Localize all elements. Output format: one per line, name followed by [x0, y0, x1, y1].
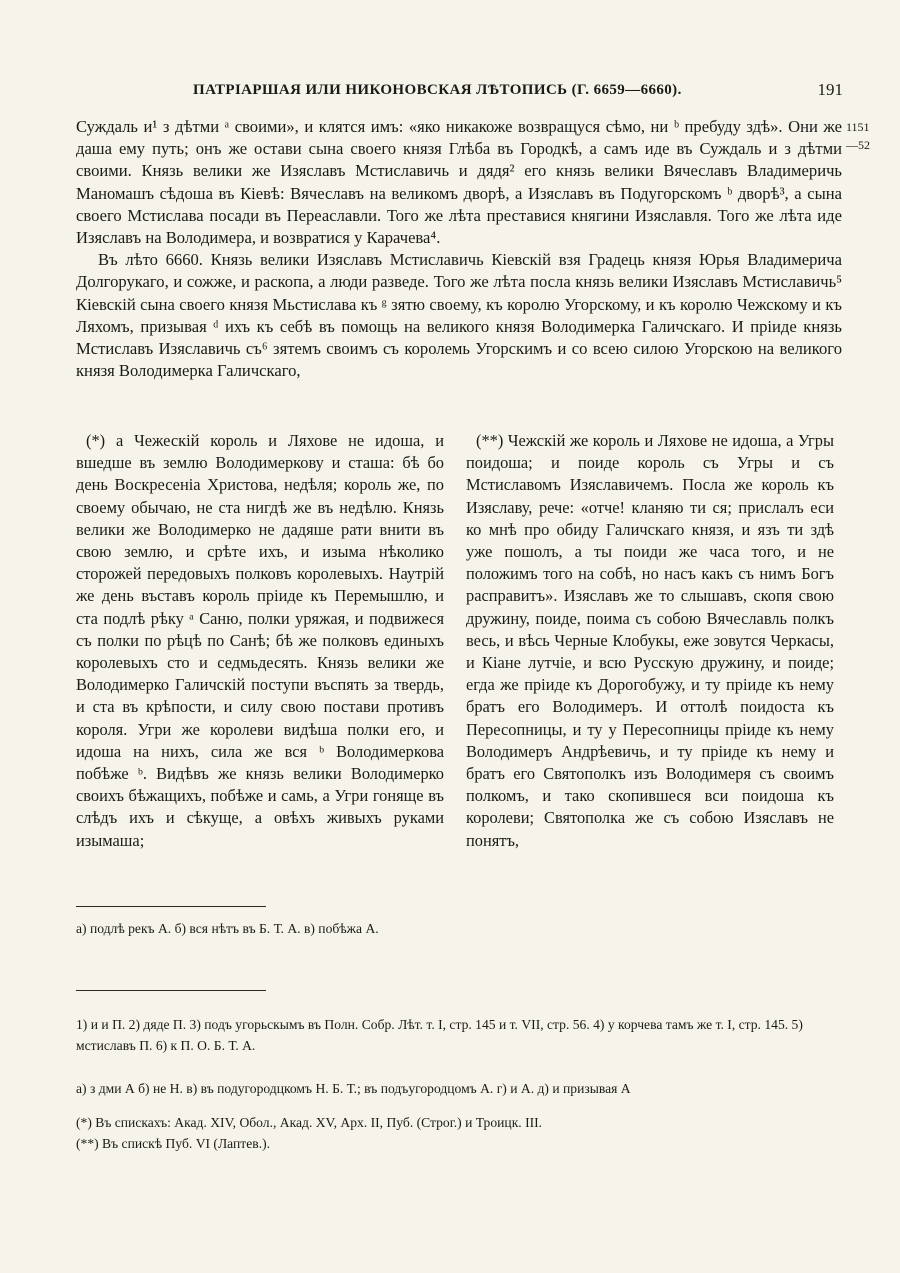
page-footnote-rule [76, 990, 266, 991]
page-number: 191 [817, 80, 843, 99]
column-footnotes-text: а) подлѣ рекъ А. б) вся нѣтъ въ Б. Т. А. в) побѣжа А. [76, 921, 379, 936]
numbered-footnotes [76, 1014, 846, 1056]
lettered-footnotes [76, 1078, 846, 1099]
column-footnotes [76, 918, 444, 939]
paragraph-2: Въ лѣто 6660. Князь велики Изяславъ Мстиславичь Кіевскій взя Градець князя Юрья Владимерича Долгорукаго, и сожже, и раскопа, а люди разведе. Того же лѣта посла князь велики Изяславъ Мстиславичь⁵ Кіевскій сына своего князя Мьстислава къ ᵍ зятю своему, къ королю Угорскому, и къ королю Чежскому и къ Ляхомъ, призывая ᵈ ихъ къ себѣ въ помощь на великого князя Володимерка Галичскаго. И пріиде князь Мстиславъ Изяславичь съ⁶ зятемъ своимъ съ королемь Угорскимъ и со всею силою Угорскою на великого князя Володимерка Галичскаго, [76, 250, 842, 381]
manuscript-note-1: (*) Въ спискахъ: Акад. XIV, Обол., Акад. XV, Арх. II, Пуб. (Строг.) и Троицк. III. [76, 1115, 543, 1130]
lettered-footnotes-text: а) з дми А б) не Н. в) въ подугородцкомъ Н. Б. Т.; въ подъугородцомъ А. г) и А. д) и призывая А [76, 1081, 631, 1096]
two-column-section [76, 430, 842, 900]
paragraph-1: Суждаль и¹ з дѣтми ᵃ своими», и клятся имъ: «яко никакоже возвращуся сѣмо, ни ᵇ пребуду здѣ». Они же даша ему путь; онъ же остави сына своего князя Глѣба въ Городкѣ, а самъ иде въ Суждаль и з дѣтми своими. Князь велики же Изяславъ Мстиславичь и дядя² его князь велики Вячеславъ Владимеричь Маномашъ сѣдоша въ Кіевѣ: Вячеславъ на великомъ дворѣ, а Изяславъ въ Подугорскомъ ᵇ дворѣ³, а сына своего Мстислава посади въ Переаславли. Того же лѣта преставися княгини Изяславля. Того же лѣта иде Изяславъ на Володимера, и возвратися у Карачева⁴. [76, 117, 842, 248]
right-column-text: (**) Чежскій же король и Ляхове не идоша, а Угры поидоша; и поиде король съ Угры и съ Мстиславомъ Изяславичемъ. Посла же король къ Изяславу, рече: «отче! кланяю ти ся; прислалъ еси ко мнѣ про обиду Галичскаго князя, и язъ ти здѣ уже пошолъ, а ты поиди же часа того, и не положимъ того на собѣ, но насъ какъ съ нимъ Богъ расправитъ». Изяславъ же то слышавъ, скопя свою дружину, поиде, поима съ собою Вячеславль полкъ весь, и вѣсь Черные Клобукы, еже зовутся Черкасы, и Кіане лутчіе, и всю Русскую дружину, и поиде; егда же пріиде къ Дорогобужу, и ту пріиде къ нему братъ его Володимеръ. И оттолѣ поидоста къ Пересопницы, и ту у Пересопницы пріиде къ нему Володимеръ Андрѣевичь, и ту пріиде къ нему и братъ его Святополкъ изъ Володимеря съ своимъ полкомъ, и тако скопившеся вси поидоша къ королеви; Святополка же съ собою Изяславъ не понятъ, [466, 431, 834, 850]
numbered-footnotes-text: 1) и и П. 2) дяде П. 3) подъ угорьскымъ въ Полн. Собр. Лѣт. т. I, стр. 145 и т. VII, стр. 56. 4) у корчева тамъ же т. I, стр. 145. 5) мстиславъ П. 6) к П. О. Б. Т. А. [76, 1017, 803, 1053]
manuscript-note-2: (**) Въ спискѣ Пуб. VI (Лаптев.). [76, 1136, 271, 1151]
left-column-text: (*) а Чежескій король и Ляхове не идоша, и вшедше въ землю Володимеркову и сташа: бѣ бо день Воскресеніа Христова, недѣля; король же, по своему обычаю, не ста нигдѣ же въ недѣлю. Князь велики же Володимерко не дадяше рати внити въ свою землю, и срѣте ихъ, и изыма нѣколико сторожей передовыхъ полковъ королевыхъ. Наутрій же день въставъ король пріиде къ Перемышлю, и ста подлѣ рѣку ᵃ Саню, полки уряжая, и подвижеся съ полки по рѣцѣ по Санѣ; бѣ же полковъ единыхъ королевыхъ сто и седмьдесять. Князь велики же Володимерко Галичскій поступи въспять за твердь, и ста въ крѣпости, и силу свою постави противъ короля. Угри же королеви видѣша полки его, и идоша на нихъ, сила же вся ᵇ Володимеркова побѣже ᵇ. Видѣвъ же князь велики Володимерко своихъ бѣжащихъ, побѣже и самь, а Угри гоняще въ слѣдъ ихъ и сѣкуще, а овѣхъ живыхъ руками изымаша; [76, 431, 444, 850]
page-header [193, 80, 843, 104]
manuscript-list-notes [76, 1112, 846, 1154]
running-title: ПАТРІАРШАЯ ИЛИ НИКОНОВСКАЯ ЛѢТОПИСЬ (Г. 6659—6660). [193, 82, 682, 98]
column-footnote-rule [76, 906, 266, 907]
right-column [466, 430, 834, 852]
main-text [76, 116, 842, 382]
margin-year-top: 1151 [846, 120, 870, 134]
margin-year-bottom: —52 [846, 138, 870, 152]
left-column [76, 430, 444, 852]
